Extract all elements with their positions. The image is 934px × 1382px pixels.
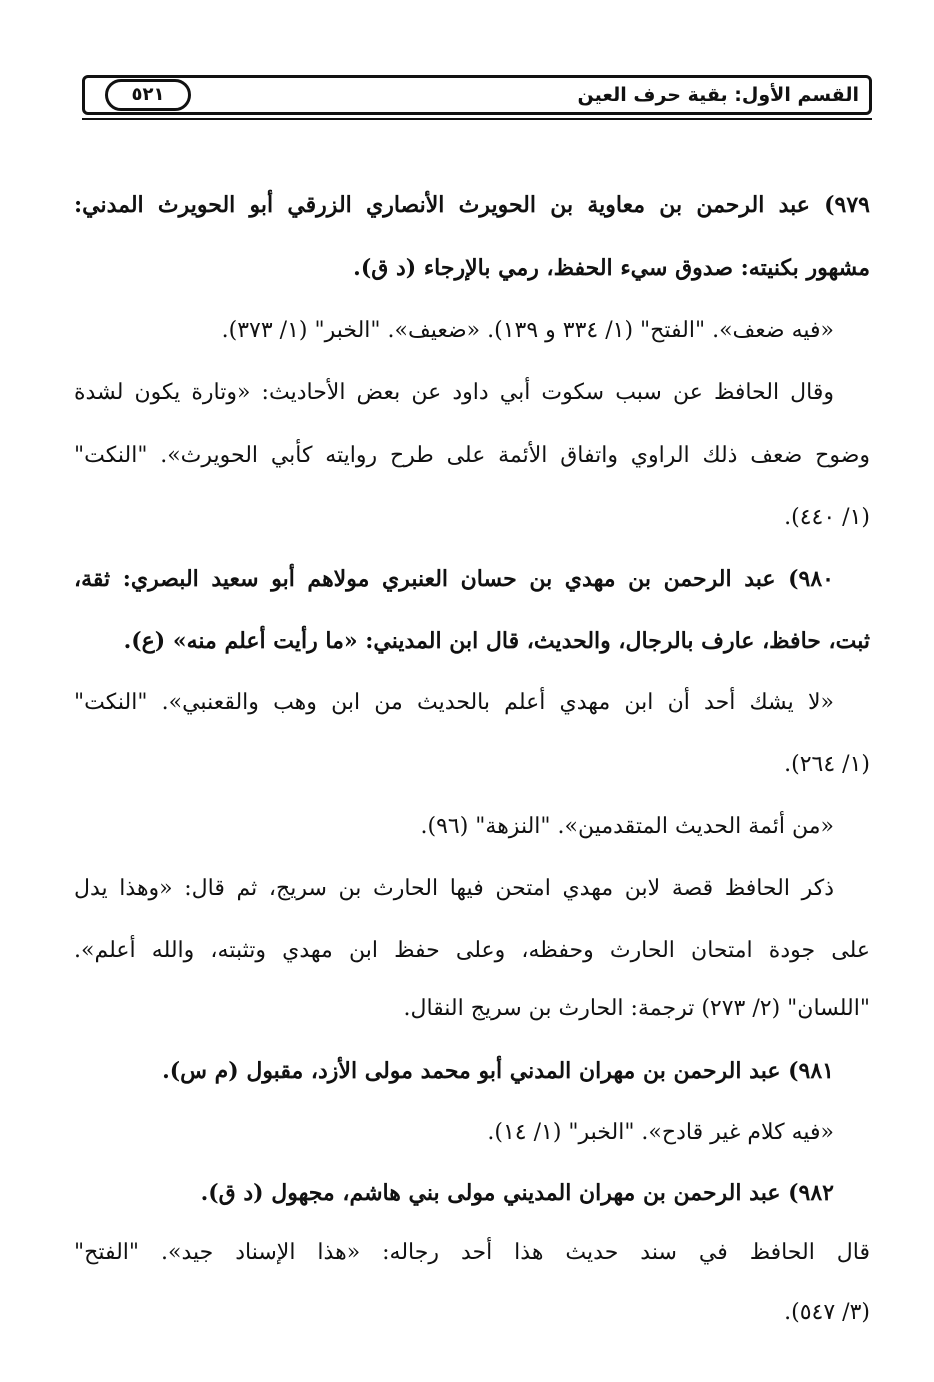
entry-981-heading: ٩٨١) عبد الرحمن بن مهران المدني أبو محمد مولى الأزد، مقبول (م س). <box>162 1058 834 1084</box>
page-header <box>82 75 872 115</box>
entry-980-note-3-cont: على جودة امتحان الحارث وحفظه، وعلى حفظ ابن مهدي وتثبته، والله أعلم». <box>74 938 870 963</box>
entry-980-note-3: ذكر الحافظ قصة لابن مهدي امتحن فيها الحارث بن سريج، ثم قال: «وهذا يدل <box>74 876 834 901</box>
entry-982-heading: ٩٨٢) عبد الرحمن بن مهران المديني مولى بني هاشم، مجهول (د ق). <box>200 1180 834 1206</box>
entry-979-note-2-ref: (١/ ٤٤٠). <box>784 505 870 530</box>
entry-979-note-2-cont: وضوح ضعف ذلك الراوي واتفاق الأئمة على طرح روايته كأبي الحويرث». "النكت" <box>74 443 870 468</box>
entry-979-heading: ٩٧٩) عبد الرحمن بن معاوية بن الحويرث الأنصاري الزرقي أبو الحويرث المدني: <box>74 192 870 218</box>
entry-982-note: قال الحافظ في سند حديث هذا أحد رجاله: «هذا الإسناد جيد». "الفتح" <box>74 1240 870 1265</box>
header-divider <box>82 118 872 120</box>
entry-980-note-2: «من أئمة الحديث المتقدمين». "النزهة" (٩٦). <box>420 814 834 839</box>
entry-980-heading: ٩٨٠) عبد الرحمن بن مهدي بن حسان العنبري مولاهم أبو سعيد البصري: ثقة، <box>74 566 834 592</box>
entry-979-description: مشهور بكنيته: صدوق سيء الحفظ، رمي بالإرجاء (د ق). <box>353 255 870 281</box>
entry-979-note-2: وقال الحافظ عن سبب سكوت أبي داود عن بعض الأحاديث: «وتارة يكون لشدة <box>74 380 834 405</box>
page-number: ٥٢١ <box>105 79 191 111</box>
entry-979-note-1: «فيه ضعف». "الفتح" (١/ ٣٣٤ و ١٣٩). «ضعيف». "الخبر" (١/ ٣٧٣). <box>221 318 834 343</box>
section-title: القسم الأول: بقية حرف العين <box>577 84 859 106</box>
entry-980-note-1-ref: (١/ ٢٦٤). <box>784 752 870 777</box>
entry-981-note: «فيه كلام غير قادح». "الخبر" (١/ ١٤). <box>487 1120 834 1145</box>
entry-980-note-1: «لا يشك أحد أن ابن مهدي أعلم بالحديث من ابن وهب والقعنبي». "النكت" <box>74 690 834 715</box>
entry-982-note-ref: (٣/ ٥٤٧). <box>784 1300 870 1325</box>
entry-980-description: ثبت، حافظ، عارف بالرجال، والحديث، قال ابن المديني: «ما رأيت أعلم منه» (ع). <box>123 628 870 654</box>
entry-980-note-3-ref: "اللسان" (٢/ ٢٧٣) ترجمة: الحارث بن سريج النقال. <box>403 996 870 1021</box>
